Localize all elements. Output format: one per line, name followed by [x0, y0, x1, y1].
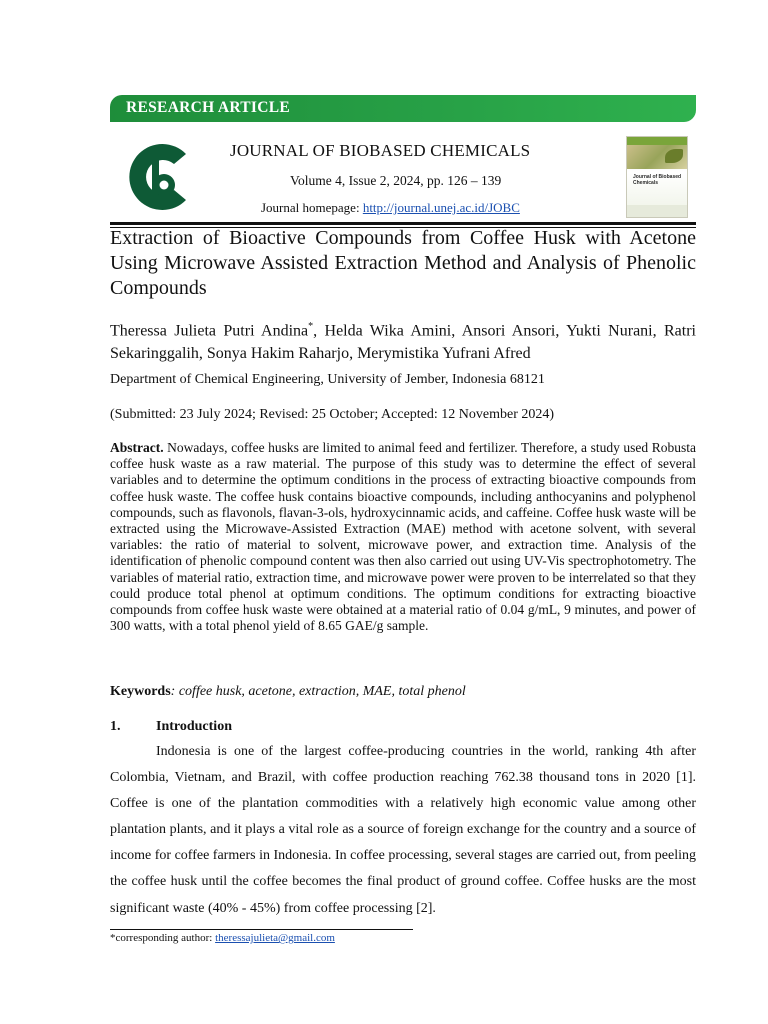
- first-author: Theressa Julieta Putri Andina: [110, 322, 309, 340]
- cover-bottom-band: [627, 205, 687, 217]
- keywords-text: coffee husk, acetone, extraction, MAE, total phenol: [175, 684, 466, 699]
- abstract-text: Nowadays, coffee husks are limited to animal feed and fertilizer. Therefore, a study used Robusta coffee husk waste as a raw material. The purpose of this study was to determine the effect of several variables and to determine the optimum conditions in the process of extracting bioactive compounds from coffee husk waste. The coffee husk contains bioactive compounds, including anthocyanins and polyphenol compounds, such as flavonols, flavan-3-ols, hydroxycinnamic acids, and caffeine. Coffee husk waste will be extracted using the Microwave-Assisted Extraction (MAE) method with acetone solvent, with several variables: the ratio of material to solvent, microwave power, and extraction time. Analysis of the identification of phenolic compound content was then also carried out using UV-Vis spectrophotometry. The variables of material ratio, extraction time, and microwave power were proven to be interrelated so that they could produce total phenol at optimum conditions. The optimum conditions for extracting bioactive compounds from coffee husk waste were obtained at a material ratio of 0.04 g/mL, 9 minutes, and power of 300 watts, with a total phenol yield of 8.65 GAE/g sample.: [110, 440, 696, 634]
- research-article-banner: [110, 95, 696, 122]
- journal-cover-thumbnail: [626, 136, 688, 218]
- affiliation: Department of Chemical Engineering, University of Jember, Indonesia 68121: [110, 372, 545, 387]
- homepage-link[interactable]: http://journal.unej.ac.id/JOBC: [362, 200, 520, 215]
- cover-top-band: [627, 137, 687, 145]
- corresponding-mark: *: [308, 321, 314, 332]
- keywords-colon: :: [170, 684, 176, 699]
- author-list: [110, 315, 696, 365]
- other-authors: , Helda Wika Amini, Ansori Ansori, Yukti Nurani, Ratri Sekaringgalih, Sonya Hakim Raharjo, Merymistika Yufrani Afred: [110, 322, 696, 363]
- keywords-label: Keywords: [110, 684, 171, 699]
- cover-title: Journal of Biobased Chemicals: [633, 174, 682, 186]
- header-rule-thick: [110, 222, 696, 225]
- journal-logo-icon: [124, 140, 198, 214]
- section-title: Introduction: [156, 719, 232, 734]
- footnote-rule: [110, 929, 413, 930]
- abstract-label: Abstract.: [110, 440, 164, 455]
- journal-homepage: [261, 200, 520, 216]
- footnote: [110, 932, 335, 944]
- introduction-paragraph: Indonesia is one of the largest coffee-producing countries in the world, ranking 4th after Colombia, Vietnam, and Brazil, with coffee production reaching 762.38 thousand tons in 2020 [1]. Coffee is one of the plantation commodities with a relatively high economic value among other plantation plants, and it plays a vital role as a source of foreign exchange for the country and a source of income for coffee farmers in Indonesia. In coffee processing, several stages are carried out, from peeling the coffee husk until the coffee becomes the final product of ground coffee. Coffee husks are the most significant waste (40% - 45%) from coffee processing [2].: [110, 744, 696, 916]
- footnote-label: *corresponding author:: [110, 932, 216, 944]
- section-number: 1.: [110, 719, 121, 734]
- banner-label: RESEARCH ARTICLE: [126, 99, 291, 116]
- submission-dates: (Submitted: 23 July 2024; Revised: 25 October; Accepted: 12 November 2024): [110, 407, 555, 422]
- corresponding-email-link[interactable]: theressajulieta@gmail.com: [215, 932, 335, 944]
- homepage-label: Journal homepage:: [261, 200, 363, 215]
- abstract: [110, 440, 696, 634]
- article-title: Extraction of Bioactive Compounds from Coffee Husk with Acetone Using Microwave Assisted Extraction Method and Analysis of Phenolic Compounds: [110, 227, 696, 299]
- volume-issue: Volume 4, Issue 2, 2024, pp. 126 – 139: [290, 173, 502, 188]
- keywords: [110, 684, 466, 700]
- journal-name: JOURNAL OF BIOBASED CHEMICALS: [230, 141, 531, 160]
